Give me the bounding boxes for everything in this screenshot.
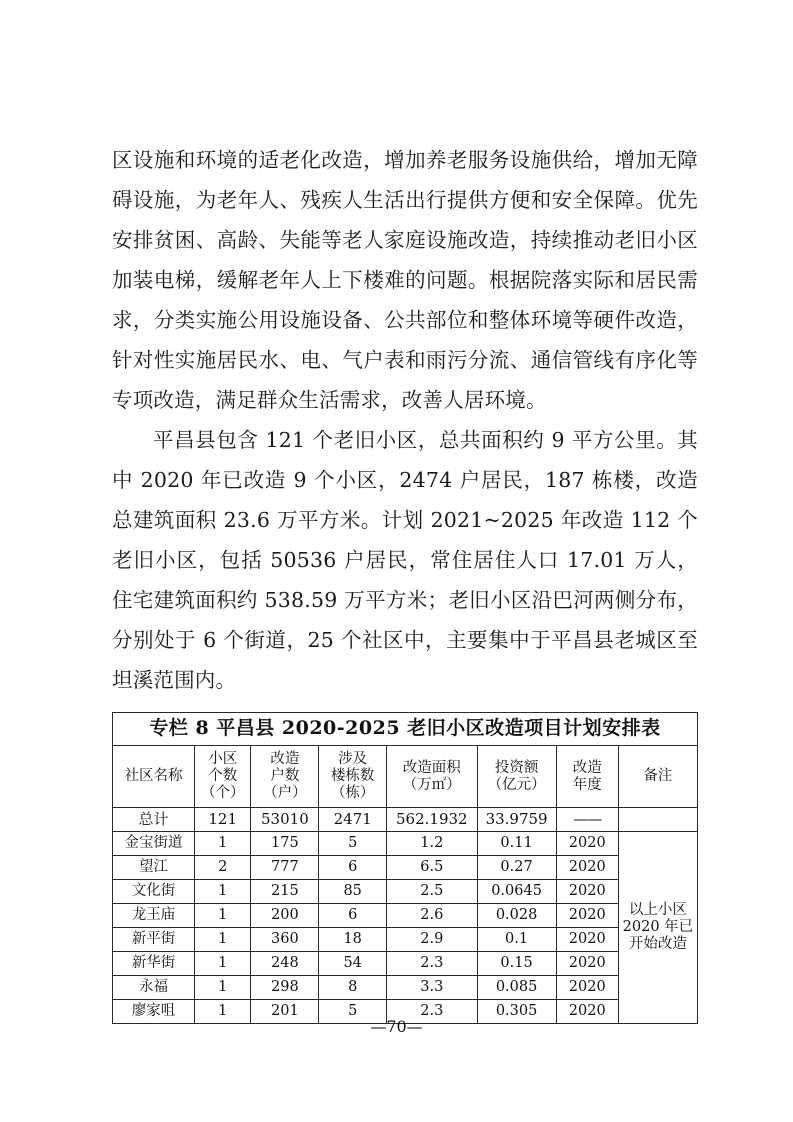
table-row xyxy=(113,952,698,976)
cell-community-name: 永福 xyxy=(113,976,195,1000)
plan-table-wrapper xyxy=(112,712,698,1024)
header-line: 小区 xyxy=(208,751,238,767)
table-title: 专栏 8 平昌县 2020-2025 老旧小区改造项目计划安排表 xyxy=(113,713,698,746)
cell-households: 200 xyxy=(251,904,319,928)
header-line: （万㎡） xyxy=(402,776,461,793)
cell-investment: 0.0645 xyxy=(477,880,556,904)
cell-investment: 0.305 xyxy=(477,1000,556,1024)
plan-table xyxy=(112,712,698,1024)
header-year xyxy=(556,746,618,808)
cell-buildings: 85 xyxy=(319,880,387,904)
header-line: 户数 xyxy=(270,768,300,784)
cell-merged-note xyxy=(618,832,697,1024)
cell-area: 2.9 xyxy=(387,928,477,952)
header-line: 改造面积 xyxy=(402,759,461,776)
cell-area: 2.3 xyxy=(387,1000,477,1024)
cell-year: 2020 xyxy=(556,1000,618,1024)
header-line: （户） xyxy=(263,785,307,801)
cell-community-count: 2 xyxy=(194,856,251,880)
cell-households: 360 xyxy=(251,928,319,952)
table-row xyxy=(113,928,698,952)
cell-community-count: 1 xyxy=(194,832,251,856)
cell-community-count: 121 xyxy=(194,808,251,832)
cell-buildings: 6 xyxy=(319,856,387,880)
cell-area: 2.5 xyxy=(387,880,477,904)
header-line: 涉及 xyxy=(338,751,368,767)
header-line: 楼栋数 xyxy=(330,768,375,784)
header-community-name xyxy=(113,746,195,808)
cell-investment: 0.1 xyxy=(477,928,556,952)
cell-buildings: 2471 xyxy=(319,808,387,832)
header-buildings xyxy=(319,746,387,808)
cell-community-name: 廖家咀 xyxy=(113,1000,195,1024)
header-line: 改造 xyxy=(270,751,300,767)
cell-buildings: 54 xyxy=(319,952,387,976)
cell-investment: 0.085 xyxy=(477,976,556,1000)
header-households xyxy=(251,746,319,808)
cell-year: 2020 xyxy=(556,976,618,1000)
cell-community-name: 总计 xyxy=(113,808,195,832)
table-header-row xyxy=(113,746,698,808)
cell-households: 248 xyxy=(251,952,319,976)
cell-investment: 0.028 xyxy=(477,904,556,928)
header-community-count xyxy=(194,746,251,808)
cell-buildings: 5 xyxy=(319,1000,387,1024)
cell-community-name: 新平街 xyxy=(113,928,195,952)
cell-households: 201 xyxy=(251,1000,319,1024)
cell-year: 2020 xyxy=(556,952,618,976)
cell-community-count: 1 xyxy=(194,976,251,1000)
header-line: （亿元） xyxy=(487,776,546,793)
cell-community-name: 新华街 xyxy=(113,952,195,976)
cell-year: 2020 xyxy=(556,856,618,880)
cell-note xyxy=(618,808,697,832)
table-row xyxy=(113,976,698,1000)
cell-area: 1.2 xyxy=(387,832,477,856)
paragraph-2: 平昌县包含 121 个老旧小区，总共面积约 9 平方公里。其中 2020 年已改造 9 个小区，2474 户居民，187 栋楼，改造总建筑面积 23.6 万平方米。计划 2021~2025 年改造 112 个老旧小区，包括 50536 户居民，常住居住人口 17.01 万人，住宅建筑面积约 538.59 万平方米；老旧小区沿巴河两侧分布，分别处于 6 个街道，25 个社区中，主要集中于平昌县老城区至坦溪范围内。 xyxy=(112,428,698,692)
cell-investment: 0.11 xyxy=(477,832,556,856)
cell-households: 175 xyxy=(251,832,319,856)
cell-community-count: 1 xyxy=(194,904,251,928)
cell-year: 2020 xyxy=(556,880,618,904)
cell-buildings: 18 xyxy=(319,928,387,952)
cell-community-name: 望江 xyxy=(113,856,195,880)
header-line: （个） xyxy=(200,785,245,801)
cell-year: 2020 xyxy=(556,832,618,856)
cell-households: 53010 xyxy=(251,808,319,832)
cell-investment: 0.27 xyxy=(477,856,556,880)
cell-area: 2.6 xyxy=(387,904,477,928)
table-row xyxy=(113,832,698,856)
table-row xyxy=(113,856,698,880)
note-line: 2020 年已 xyxy=(622,919,694,935)
cell-community-count: 1 xyxy=(194,1000,251,1024)
cell-community-name: 文化街 xyxy=(113,880,195,904)
page-number: —70— xyxy=(370,1017,423,1036)
cell-year: —— xyxy=(556,808,618,832)
note-line: 开始改造 xyxy=(628,936,687,952)
header-line: 改造 xyxy=(572,759,602,776)
cell-investment: 0.15 xyxy=(477,952,556,976)
cell-community-name: 金宝街道 xyxy=(113,832,195,856)
cell-area: 2.3 xyxy=(387,952,477,976)
header-line: 社区名称 xyxy=(124,768,183,784)
note-line: 以上小区 xyxy=(628,902,687,918)
cell-area: 3.3 xyxy=(387,976,477,1000)
cell-households: 215 xyxy=(251,880,319,904)
cell-investment: 33.9759 xyxy=(477,808,556,832)
table-row-total xyxy=(113,808,698,832)
cell-households: 777 xyxy=(251,856,319,880)
table-row xyxy=(113,904,698,928)
header-line: （栋） xyxy=(330,785,375,801)
cell-households: 298 xyxy=(251,976,319,1000)
cell-area: 6.5 xyxy=(387,856,477,880)
header-line: 年度 xyxy=(572,776,602,793)
cell-buildings: 5 xyxy=(319,832,387,856)
cell-year: 2020 xyxy=(556,928,618,952)
header-area xyxy=(387,746,477,808)
header-line: 备注 xyxy=(643,768,673,784)
paragraph-1: 区设施和环境的适老化改造，增加养老服务设施供给，增加无障碍设施，为老年人、残疾人生活出行提供方便和安全保障。优先安排贫困、高龄、失能等老人家庭设施改造，持续推动老旧小区加装电梯，缓解老年人上下楼难的问题。根据院落实际和居民需求，分类实施公用设施设备、公共部位和整体环境等硬件改造，针对性实施居民水、电、气户表和雨污分流、通信管线有序化等专项改造，满足群众生活需求，改善人居环境。 xyxy=(112,148,698,412)
cell-buildings: 6 xyxy=(319,904,387,928)
cell-community-count: 1 xyxy=(194,952,251,976)
header-note xyxy=(618,746,697,808)
cell-community-name: 龙王庙 xyxy=(113,904,195,928)
cell-community-count: 1 xyxy=(194,880,251,904)
table-row xyxy=(113,880,698,904)
header-line: 个数 xyxy=(208,768,238,784)
cell-buildings: 8 xyxy=(319,976,387,1000)
cell-area: 562.1932 xyxy=(387,808,477,832)
header-line: 投资额 xyxy=(494,759,539,776)
table-title-row xyxy=(113,713,698,746)
cell-year: 2020 xyxy=(556,904,618,928)
cell-community-count: 1 xyxy=(194,928,251,952)
header-investment xyxy=(477,746,556,808)
